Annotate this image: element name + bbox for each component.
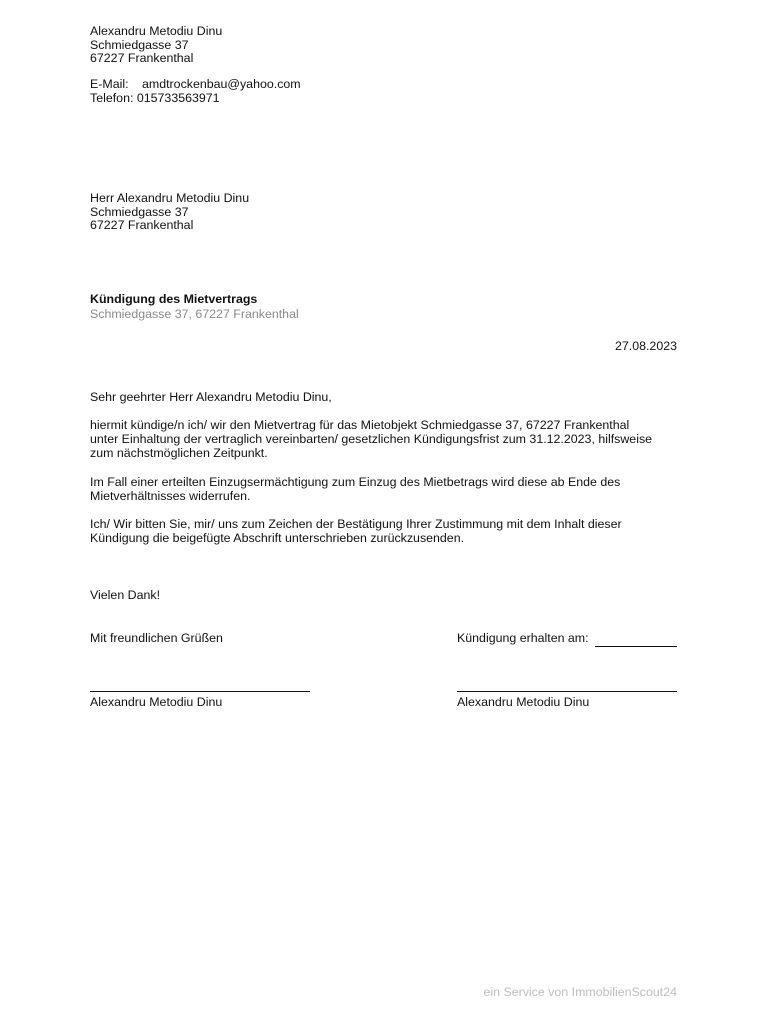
body-paragraph-1 xyxy=(90,418,690,460)
recipient-name: Herr Alexandru Metodiu Dinu xyxy=(90,191,250,205)
signature-line-right xyxy=(457,691,677,692)
received-date-line xyxy=(595,646,677,647)
recipient-city: 67227 Frankenthal xyxy=(90,218,194,232)
sender-street: Schmiedgasse 37 xyxy=(90,38,189,52)
subject-title: Kündigung des Mietvertrags xyxy=(90,292,258,306)
sender-email-row xyxy=(90,77,301,91)
sender-city: 67227 Frankenthal xyxy=(90,51,194,65)
body-line: Ich/ Wir bitten Sie, mir/ uns zum Zeichen der Bestätigung Ihrer Zustimmung mit dem Inhalt dieser xyxy=(90,517,622,531)
phone-label: Telefon: xyxy=(90,91,134,105)
body-line: hiermit kündige/n ich/ wir den Mietvertrag für das Mietobjekt Schmiedgasse 37, 67227 Frankenthal xyxy=(90,418,630,432)
footer-service-note: ein Service von ImmobilienScout24 xyxy=(483,985,677,999)
closing: Mit freundlichen Grüßen xyxy=(90,631,223,645)
signature-name-right: Alexandru Metodiu Dinu xyxy=(457,695,590,709)
email-label: E-Mail: xyxy=(90,77,129,91)
received-label: Kündigung erhalten am: xyxy=(457,631,589,645)
sender-phone: 015733563971 xyxy=(136,91,220,105)
subject-address: Schmiedgasse 37, 67227 Frankenthal xyxy=(90,307,299,321)
letter-date: 27.08.2023 xyxy=(614,339,677,353)
sender-phone-row xyxy=(90,91,220,105)
thanks-line: Vielen Dank! xyxy=(90,588,161,602)
signature-line-left xyxy=(90,691,310,692)
signature-name-left: Alexandru Metodiu Dinu xyxy=(90,695,223,709)
sender-name: Alexandru Metodiu Dinu xyxy=(90,24,223,38)
body-line: Im Fall einer erteilten Einzugsermächtigung zum Einzug des Mietbetrags wird diese ab Ende des xyxy=(90,475,621,489)
body-line: unter Einhaltung der vertraglich vereinbarten/ gesetzlichen Kündigungsfrist zum 31.12.2023, hilfsweise xyxy=(90,432,653,446)
body-line: zum nächstmöglichen Zeitpunkt. xyxy=(90,446,268,460)
salutation: Sehr geehrter Herr Alexandru Metodiu Dinu, xyxy=(90,390,332,404)
body-line: Kündigung die beigefügte Abschrift unterschrieben zurückzusenden. xyxy=(90,531,465,545)
recipient-street: Schmiedgasse 37 xyxy=(90,205,189,219)
body-line: Mietverhältnisses widerrufen. xyxy=(90,489,251,503)
body-paragraph-3 xyxy=(90,517,690,545)
sender-email: amdtrockenbau@yahoo.com xyxy=(142,77,301,91)
body-paragraph-2 xyxy=(90,475,690,503)
